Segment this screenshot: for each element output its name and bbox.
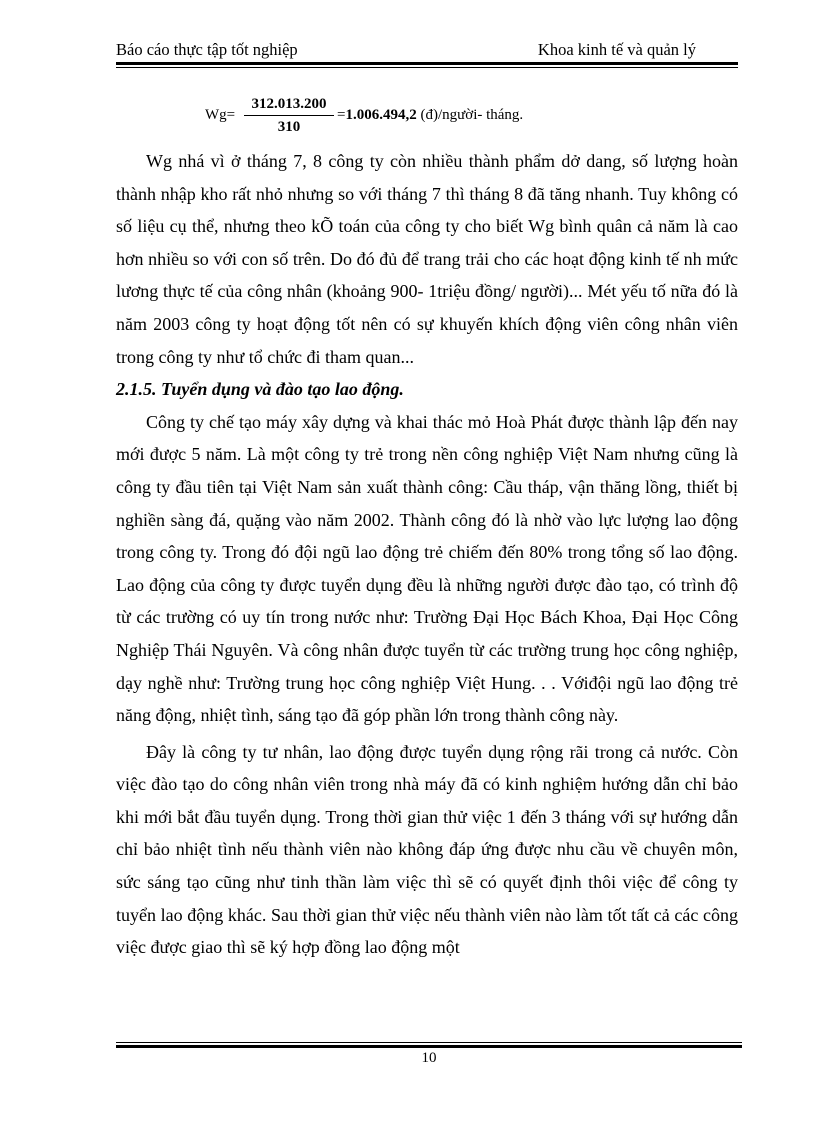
footer-rule-thick <box>116 1045 742 1048</box>
header-faculty: Khoa kinh tế và quản lý <box>537 40 696 59</box>
formula-fraction <box>244 96 334 136</box>
formula-lhs: Wg= <box>205 107 236 123</box>
formula-equals: = <box>337 107 346 123</box>
document-body <box>116 145 738 964</box>
footer-rule-thin <box>116 1042 742 1043</box>
page-number: 10 <box>421 1050 437 1066</box>
paragraph-company-recruitment: Công ty chế tạo máy xây dựng và khai thác mỏ Hoà Phát được thành lập đến nay mới được 5 năm. Là một công ty trẻ trong nền công nghiệp Việt Nam nhưng cũng là công ty đầu tiên tại Việt Nam sản xuất thành công: Cầu tháp, vận thăng lồng, thiết bị nghiền sàng đá, quặng vào năm 2002. Thành công đó là nhờ vào lực lượng lao động trong công ty. Trong đó đội ngũ lao động trẻ chiếm đến 80% trong tổng số lao động. Lao động của công ty được tuyển dụng đều là những người được đào tạo, có trình độ từ các trường có uy tín trong nước như: Trường Đại Học Bách Khoa, Đại Học Công Nghiệp Thái Nguyên. Và công nhân được tuyển từ các trường trung học công nghiệp, dạy nghề như: Trường trung học công nghiệp Việt Hung. . . Vớiđội ngũ lao động trẻ năng động, nhiệt tình, sáng tạo đã góp phần lớn trong thành công này. <box>116 411 738 726</box>
header-rule-thick <box>116 62 738 65</box>
paragraph-training: Đây là công ty tư nhân, lao động được tuyển dụng rộng rãi trong cả nước. Còn việc đào tạo do công nhân viên trong nhà máy đã có kinh nghiệm hướng dẫn chỉ bảo khi mới bắt đầu tuyển dụng. Trong thời gian thử việc 1 đến 3 tháng với sự hướng dẫn chỉ bảo nhiệt tình nếu thành viên nào không đáp ứng được nhu cầu về chuyên môn, sức sáng tạo cũng như tinh thần làm việc thì sẽ có quyết định thôi việc để công ty tuyển lao động khác. Sau thời gian thử việc nếu thành viên nào làm tốt tất cả các công việc được giao thì sẽ ký hợp đồng lao động một <box>116 741 738 958</box>
section-heading: 2.1.5. Tuyển dụng và đào tạo lao động. <box>116 379 404 400</box>
page-header <box>116 40 738 64</box>
header-report-title: Báo cáo thực tập tốt nghiệp <box>116 40 298 59</box>
formula-denominator: 310 <box>277 119 301 135</box>
header-rule-thin <box>116 67 738 68</box>
formula-result: 1.006.494,2 <box>345 107 417 123</box>
formula-rhs <box>337 107 523 124</box>
formula-numerator: 312.013.200 <box>244 96 334 116</box>
formula-unit: (đ)/người- tháng. <box>416 107 524 123</box>
paragraph-wage-explanation: Wg nhá vì ở tháng 7, 8 công ty còn nhiều thành phẩm dở dang, số lượng hoàn thành nhập kho rất nhỏ nhưng so với tháng 7 thì tháng 8 đã tăng nhanh. Tuy không có số liệu cụ thể, nhưng theo kÕ toán của công ty cho biết Wg bình quân cả năm là cao hơn nhiều so với con số trên. Do đó đủ để trang trải cho các hoạt động kinh tế nh mức lương thực tế của công nhân (khoảng 900- 1triệu đồng/ người)... Mét yếu tố nữa đó là năm 2003 công ty hoạt động tốt nên có sự khuyến khích động viên công nhân viên trong công ty như tổ chức đi tham quan... <box>116 151 738 367</box>
